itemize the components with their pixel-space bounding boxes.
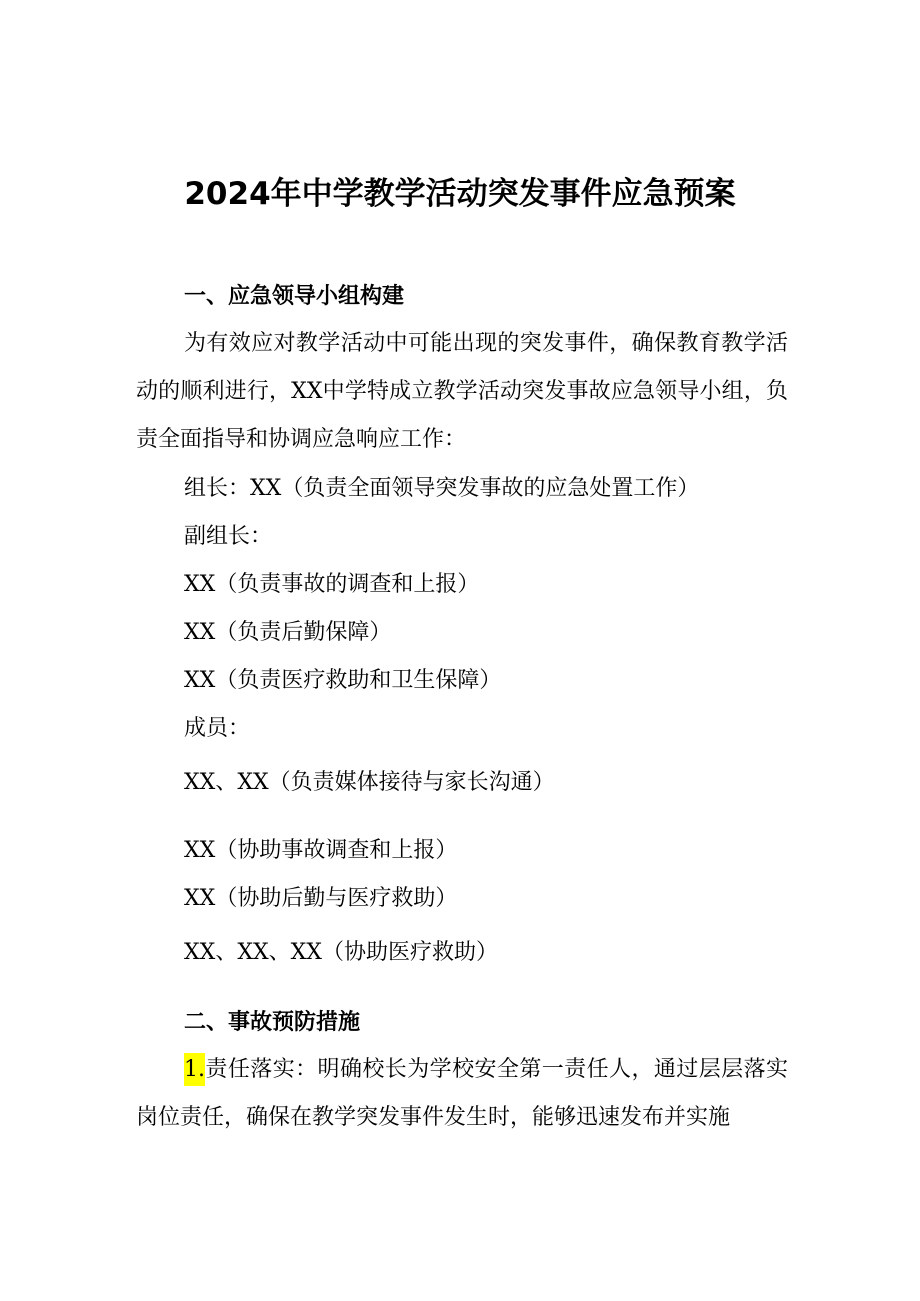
deputy-leader-label: 副组长：: [184, 524, 273, 549]
deputy-item: XX（负责后勤保障）: [184, 620, 392, 645]
section-heading-prevention: 二、事故预防措施: [184, 1010, 361, 1035]
member-item: XX、XX、XX（协助医疗救助）: [184, 940, 498, 965]
deputy-item: XX（负责医疗救助和卫生保障）: [184, 668, 502, 693]
member-item: XX、XX（负责媒体接待与家长沟通）: [184, 770, 555, 795]
member-item: XX（协助事故调查和上报）: [184, 838, 458, 863]
section-heading-leadership: 一、应急领导小组构建: [184, 284, 405, 309]
section1-intro-paragraph: 为有效应对教学活动中可能出现的突发事件，确保教育教学活动的顺利进行，XX中学特成立教学活动突发事故应急领导小组，负责全面指导和协调应急响应工作：: [136, 331, 788, 452]
members-label: 成员：: [184, 716, 251, 741]
item-number-highlight: 1.: [184, 1053, 205, 1086]
prevention-item-1-paragraph: [136, 1046, 788, 1142]
prevention-item-1-text: 责任落实：明确校长为学校安全第一责任人，通过层层落实岗位责任，确保在教学突发事件发生时，能够迅速发布并实施: [136, 1057, 788, 1130]
group-leader-line: 组长：XX（负责全面领导突发事故的应急处置工作）: [184, 476, 700, 501]
document-title: 2024年中学教学活动突发事件应急预案: [184, 176, 736, 212]
deputy-item: XX（负责事故的调查和上报）: [184, 572, 480, 597]
member-item: XX（协助后勤与医疗救助）: [184, 886, 458, 911]
